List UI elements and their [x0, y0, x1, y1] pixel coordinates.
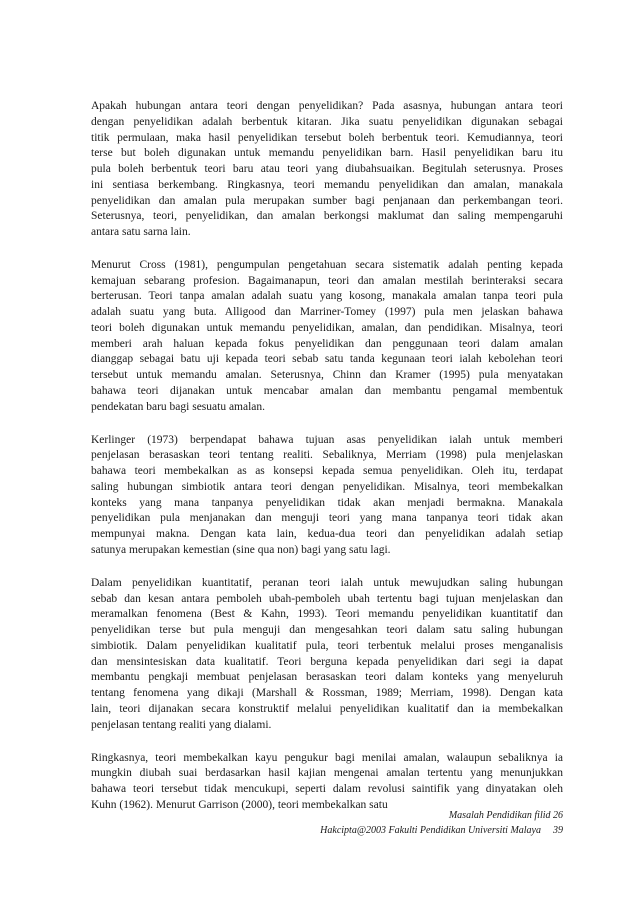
- text-line: terse but boleh digunakan untuk memandu penyelidikan barn. Hasil penyelidikan baru itu: [91, 147, 563, 160]
- text-line: simbiotik. Dalam penyelidikan kualitatif pula, teori terbentuk melalui proses menganalisis: [91, 639, 563, 652]
- document-body: [91, 99, 563, 831]
- text-line: Kuhn (1962). Menurut Garrison (2000), teori membekalkan satu: [91, 798, 388, 811]
- paragraph: [91, 576, 563, 734]
- text-line: berterusan. Teori tanpa amalan adalah suatu yang kosong, manakala amalan tanpa teori pula: [91, 290, 563, 303]
- text-line: dan mensintesiskan data kualitatif. Teori berguna kepada penyelidikan dari segi ia dapat: [91, 655, 563, 668]
- text-line: teori boleh digunakan untuk memandu penyelidikan, amalan, dan pendidikan. Misalnya, teori: [91, 321, 563, 334]
- text-line: dengan penyelidikan adalah berbentuk kitaran. Jika suatu penyelidikan digunakan sebagai: [91, 115, 563, 128]
- text-line: mempunyai makna. Dengan kata lain, kedua-dua teori dan penyelidikan adalah setiap: [91, 528, 563, 541]
- text-line: membantu pengkaji membuat penjelasan berasaskan teori dalam konteks yang menyeluruh: [91, 671, 563, 684]
- text-line: saling hubungan simbiotik antara teori dengan penyelidikan. Misalnya, teori membekalkan: [91, 480, 563, 493]
- text-line: Ringkasnya, teori membekalkan kayu pengukur bagi menilai amalan, walaupun sebaliknya ia: [91, 751, 563, 764]
- paragraph: [91, 99, 563, 241]
- text-line: kemajuan sebarang profesion. Bagaimanapun, teori dan amalan mestilah berinteraksi secara: [91, 274, 563, 287]
- text-line: pendekatan baru bagi sesuatu amalan.: [91, 400, 266, 413]
- text-line: bahawa teori dijanakan untuk mencabar amalan dan membantu pengamal membentuk: [91, 384, 563, 397]
- footer-line: [143, 823, 563, 838]
- text-line: tersebut untuk memandu amalan. Seterusnya, Chinn dan Kramer (1995) pula menyatakan: [91, 369, 563, 382]
- text-line: antara satu sarna lain.: [91, 226, 191, 238]
- text-line: Seterusnya, teori, penyelidikan, dan amalan berkongsi maklumat dan saling mempengaruhi: [91, 210, 563, 223]
- text-line: ini sentiasa berkembang. Ringkasnya, teori memandu penyelidikan dan amalan, manakala: [91, 178, 563, 191]
- text-line: titik permulaan, maka hasil penyelidikan tersebut boleh berbentuk teori. Kemudiannya, teori: [91, 131, 563, 144]
- text-line: Menurut Cross (1981), pengumpulan pengetahuan secara sistematik adalah penting kepada: [91, 258, 563, 271]
- text-line: konteks yang mana tanpanya penyelidikan tidak akan menjadi bermakna. Manakala: [91, 496, 563, 509]
- text-line: Dalam penyelidikan kuantitatif, peranan teori ialah untuk mewujudkan saling hubungan: [91, 576, 563, 589]
- text-line: meramalkan fenomena (Best & Kahn, 1993). Teori memandu penyelidikan kuantitatif dan: [91, 608, 563, 621]
- page-number: 39: [553, 825, 563, 836]
- paragraph: [91, 433, 563, 559]
- text-line: lain, teori dijanakan secara konstruktif melalui penyelidikan kualitatif dan ia membekalkan: [91, 702, 563, 715]
- text-line: satunya merupakan kemestian (sine qua non) bagi yang satu lagi.: [91, 543, 391, 556]
- journal-title: Masalah Pendidikan filid 26: [448, 810, 563, 821]
- paragraph: [91, 258, 563, 416]
- text-line: penyelidikan terse but pula menguji dan mengesahkan teori dalam satu saling hubungan: [91, 624, 563, 637]
- text-line: penyelidikan dan amalan pula merupakan sumber bagi penjanaan dan perkembangan teori.: [91, 194, 563, 207]
- text-line: penyelidikan pula menjanakan dan menguji teori yang mana tanpanya teori tidak akan: [91, 512, 563, 525]
- text-line: mungkin diubah suai berdasarkan hasil kajian mengenai amalan tertentu yang menunjukkan: [91, 767, 563, 780]
- text-line: tentang fenomena yang dikaji (Marshall & Rossman, 1989; Merriam, 1998). Dengan kata: [91, 687, 563, 700]
- text-line: pula boleh berbentuk teori baru atau teori yang diubahsuaikan. Begitulah seterusnya. Proses: [91, 163, 563, 175]
- text-line: penjelasan berasaskan teori tentang realiti. Sebaliknya, Merriam (1998) pula menjelaskan: [91, 449, 563, 462]
- text-line: adalah suatu yang buta. Alligood dan Marriner-Tomey (1997) pula men jelaskan bahawa: [91, 306, 563, 319]
- text-line: sebab dan kesan antara pemboleh ubah-pemboleh ubah tertentu bagi tujuan menjelaskan dan: [91, 592, 563, 605]
- text-line: bahawa teori tersebut tidak mencukupi, seperti dalam revolusi saintifik yang dinyatakan oleh: [91, 783, 563, 795]
- paragraph: [91, 751, 563, 814]
- text-line: memberi arah haluan kepada fokus penyelidikan dan penggunaan teori dalam amalan: [91, 337, 563, 350]
- copyright-notice: Hakcipta@2003 Fakulti Pendidikan Universiti Malaya: [320, 825, 541, 836]
- text-line: Apakah hubungan antara teori dengan penyelidikan? Pada asasnya, hubungan antara teori: [91, 100, 563, 112]
- text-line: bahawa teori membekalkan as as konsepsi kepada semua penyelidikan. Oleh itu, terdapat: [91, 465, 563, 478]
- page-footer: [143, 808, 563, 838]
- text-line: penjelasan tentang realiti yang dialami.: [91, 718, 272, 731]
- text-line: dianggap sebagai batu uji kepada teori sebab satu tanda kegunaan teori ialah kebolehan teori: [91, 353, 563, 366]
- text-line: Kerlinger (1973) berpendapat bahawa tujuan asas penyelidikan ialah untuk memberi: [91, 433, 563, 446]
